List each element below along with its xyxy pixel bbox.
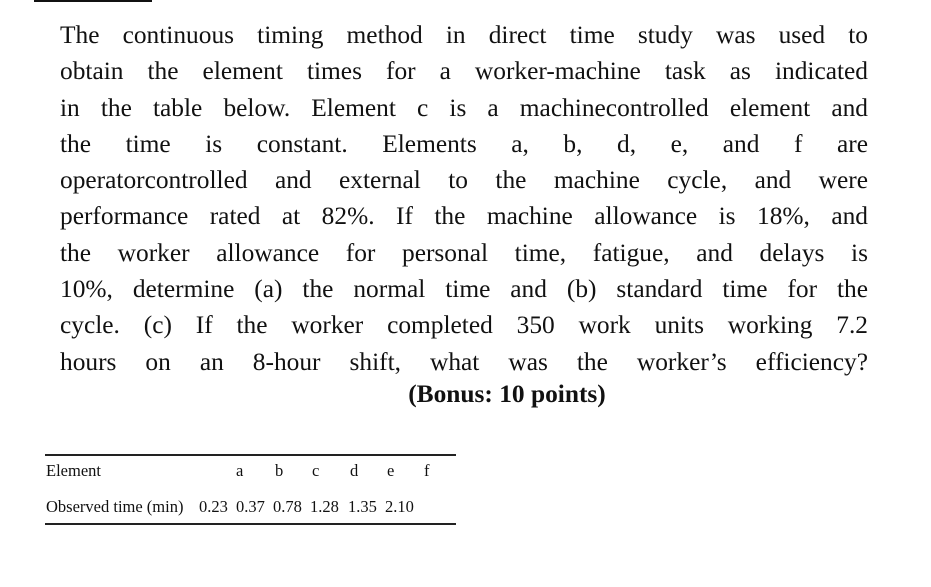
element-e: e [387,461,395,480]
row-label: Observed time (min) [46,497,184,516]
question-line-1: The continuous timing method in direct time study was used to [60,21,868,49]
header-label: Element [46,461,101,480]
question-text [60,17,868,380]
question-line-6: performance rated at 82%. If the machine allowance is 18%, and [60,202,868,231]
element-b: b [275,461,284,480]
question-line-2: obtain the element times for a worker-machine task as indicated [60,57,868,86]
element-a: a [236,461,244,480]
table-bottom-rule [45,523,456,525]
time-f: 2.10 [385,497,414,516]
element-c: c [312,461,320,480]
question-line-7: the worker allowance for personal time, fatigue, and delays is [60,238,868,267]
bonus-label: (Bonus: 10 points) [408,380,606,408]
time-e: 1.35 [348,497,377,516]
element-d: d [350,461,359,480]
time-c: 0.78 [273,497,302,516]
time-b: 0.37 [236,497,265,516]
question-line-9: cycle. (c) If the worker completed 350 work units working 7.2 [60,311,868,340]
question-line-5: operatorcontrolled and external to the machine cycle, and were [60,166,868,195]
question-line-10: hours on an 8-hour shift, what was the worker’s efficiency? [60,347,868,376]
table-top-rule [45,454,456,456]
question-line-4: the time is constant. Elements a, b, d, e, and f are [60,129,868,158]
question-line-8: 10%, determine (a) the normal time and (b) standard time for the [60,275,868,304]
top-divider [34,0,152,2]
time-a: 0.23 [199,497,228,516]
element-f: f [424,461,430,480]
question-line-3: in the table below. Element c is a machinecontrolled element and [60,93,868,122]
time-d: 1.28 [310,497,339,516]
